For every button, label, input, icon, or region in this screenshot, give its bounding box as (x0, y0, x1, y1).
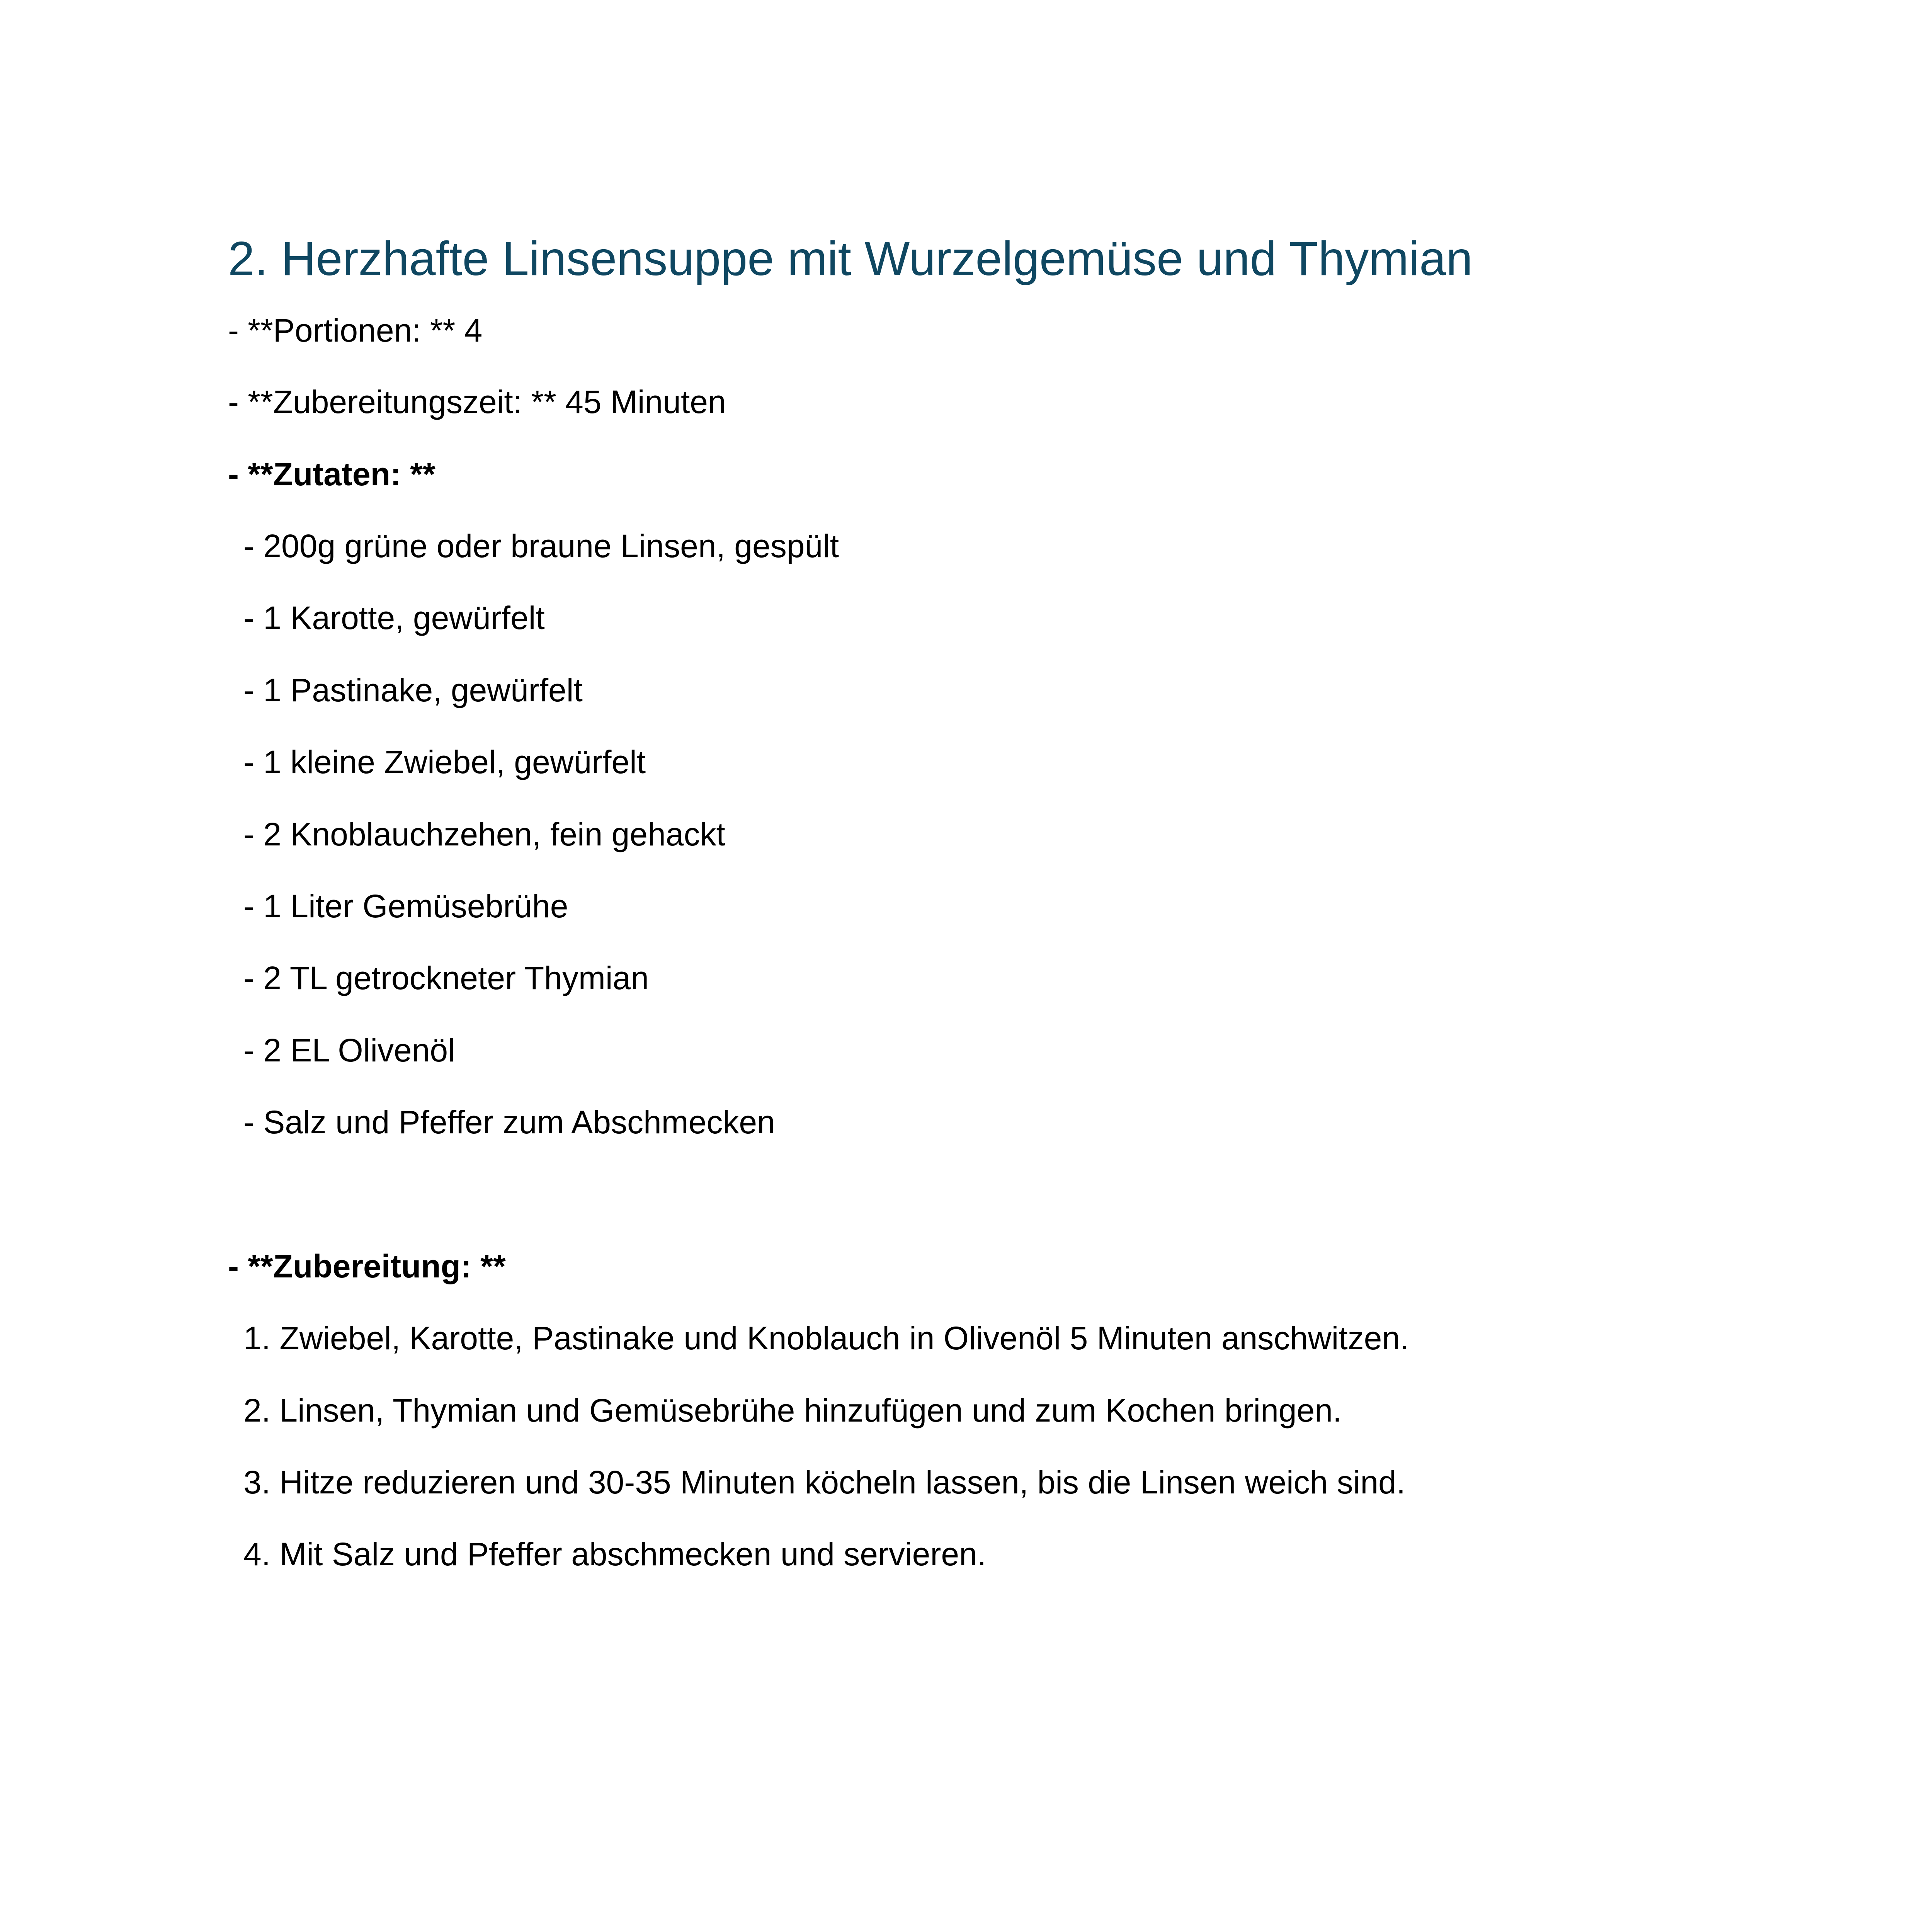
ingredient-item: - Salz und Pfeffer zum Abschmecken (243, 1104, 775, 1140)
ingredient-item: - 1 Pastinake, gewürfelt (243, 672, 583, 708)
step-item: 2. Linsen, Thymian und Gemüsebrühe hinzufügen und zum Kochen bringen. (243, 1392, 1342, 1429)
ingredient-item: - 2 TL getrockneter Thymian (243, 960, 649, 996)
steps-heading: - **Zubereitung: ** (228, 1248, 506, 1284)
ingredient-item: - 2 EL Olivenöl (243, 1032, 455, 1068)
portions-line: - **Portionen: ** 4 (228, 312, 483, 349)
ingredient-item: - 200g grüne oder braune Linsen, gespült (243, 528, 839, 564)
ingredient-item: - 2 Knoblauchzehen, fein gehackt (243, 816, 725, 852)
ingredient-item: - 1 Karotte, gewürfelt (243, 600, 545, 636)
prep-time-line: - **Zubereitungszeit: ** 45 Minuten (228, 384, 726, 420)
step-item: 1. Zwiebel, Karotte, Pastinake und Knoblauch in Olivenöl 5 Minuten anschwitzen. (243, 1320, 1409, 1356)
ingredient-item: - 1 kleine Zwiebel, gewürfelt (243, 744, 646, 780)
recipe-title: 2. Herzhafte Linsensuppe mit Wurzelgemüse und Thymian (228, 232, 1473, 286)
ingredients-heading: - **Zutaten: ** (228, 456, 435, 492)
step-item: 3. Hitze reduzieren und 30-35 Minuten köcheln lassen, bis die Linsen weich sind. (243, 1464, 1406, 1500)
step-item: 4. Mit Salz und Pfeffer abschmecken und servieren. (243, 1536, 987, 1572)
ingredient-item: - 1 Liter Gemüsebrühe (243, 888, 568, 924)
